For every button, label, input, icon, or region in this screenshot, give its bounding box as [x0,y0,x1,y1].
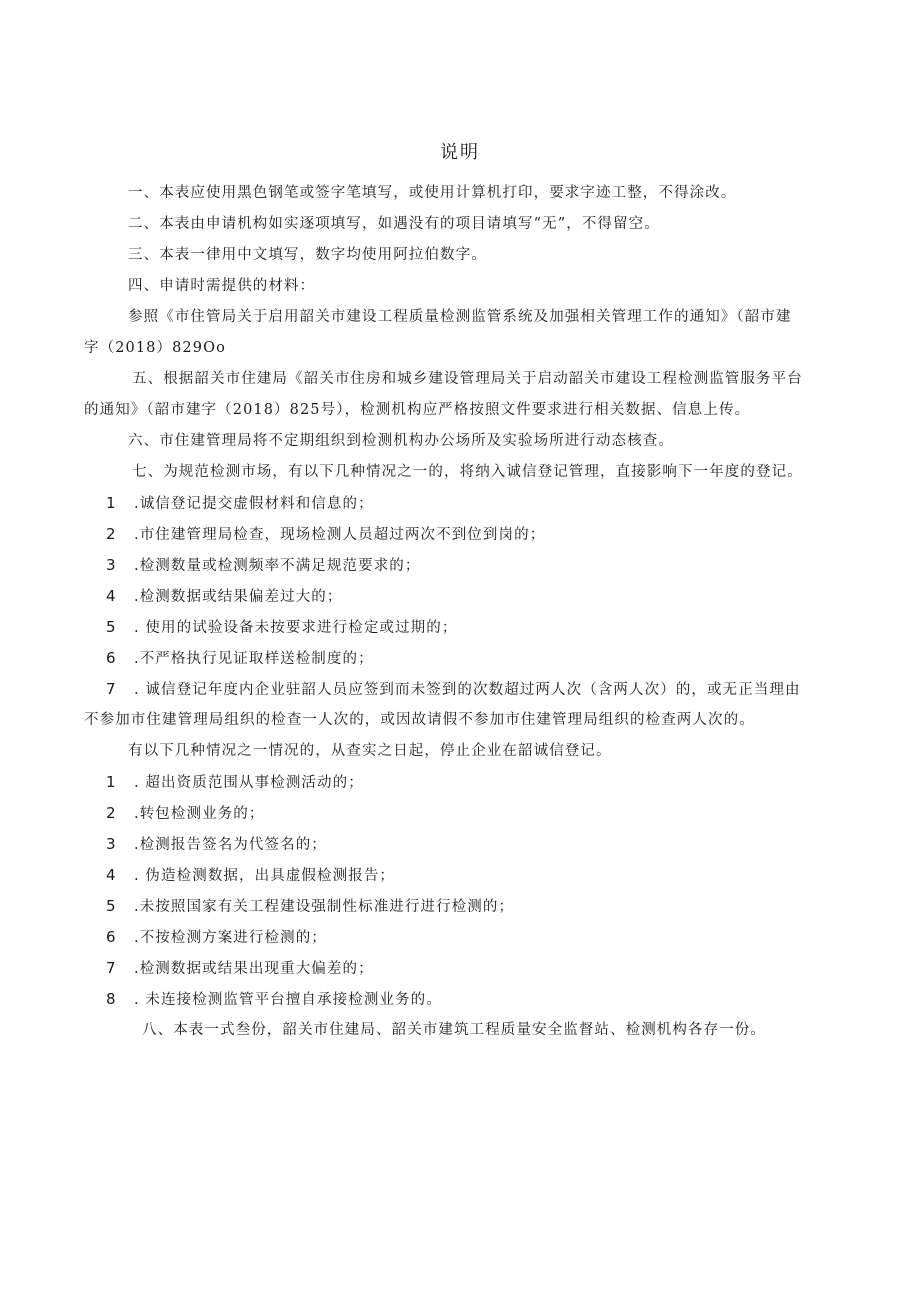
paragraph-5-line-1: 五、根据韶关市住建局《韶关市住房和城乡建设管理局关于启动韶关市建设工程检测监管服务平台 [132,371,803,387]
list-item: 8 . 未连接检测监管平台擅自承接检测业务的。 [106,990,442,1008]
paragraph-2: 二、本表由申请机构如实逐项填写，如遇没有的项目请填写“无”，不得留空。 [128,216,660,232]
list-item: 3 .检测报告签名为代签名的； [106,835,327,853]
list-item: 7 . 诚信登记年度内企业驻韶人员应签到而未签到的次数超过两人次（含两人次）的，或无正当理由 [106,680,801,698]
list-item: 2 .市住建管理局检查，现场检测人员超过两次不到位到岗的； [106,525,546,543]
paragraph-5-line-2: 的通知》（韶市建字（2018）825号），检测机构应严格按照文件要求进行相关数据、信息上传。 [84,402,751,418]
paragraph-1: 一、本表应使用黑色钢笔或签字笔填写，或使用计算机打印，要求字迹工整，不得涂改。 [128,185,737,201]
paragraph-7: 七、为规范检测市场，有以下几种情况之一的，将纳入诚信登记管理，直接影响下一年度的登记。 [132,464,803,480]
paragraph-3: 三、本表一律用中文填写，数字均使用阿拉伯数字。 [128,247,487,263]
list-item: 5 .未按照国家有关工程建设强制性标准进行进行检测的； [106,897,515,915]
list-item: 3 .检测数量或检测频率不满足规范要求的； [106,556,421,574]
list-item: 2 .转包检测业务的； [106,804,265,822]
paragraph-4: 四、申请时需提供的材料： [128,278,316,294]
instructions-body [84,178,864,1046]
list-item: 1 .诚信登记提交虚假材料和信息的； [106,494,374,512]
list-item-continuation: 不参加市住建管理局组织的检查一人次的，或因故请假不参加市住建管理局组织的检查两人次的。 [84,712,755,728]
page-title: 说明 [440,142,480,163]
list-item: 4 .检测数据或结果偏差过大的； [106,587,343,605]
list-item: 5 . 使用的试验设备未按要求进行检定或过期的； [106,618,458,636]
list-item: 7 .检测数据或结果出现重大偏差的； [106,959,374,977]
list-item: 1 . 超出资质范围从事检测活动的； [106,773,364,791]
list-item: 6 .不按检测方案进行检测的； [106,928,327,946]
paragraph-8: 八、本表一式叁份，韶关市住建局、韶关市建筑工程质量安全监督站、检测机构各存一份。 [142,1022,766,1038]
paragraph-4a-line-2: 字（2018）829Oo [84,340,226,356]
paragraph-4a-line-1: 参照《市住管局关于启用韶关市建设工程质量检测监管系统及加强相关管理工作的通知》（韶市建 [128,309,792,325]
paragraph-6: 六、市住建管理局将不定期组织到检测机构办公场所及实验场所进行动态核查。 [128,433,674,449]
paragraph-7b: 有以下几种情况之一情况的，从查实之日起，停止企业在韶诚信登记。 [128,743,612,759]
list-item: 6 .不严格执行见证取样送检制度的； [106,649,374,667]
list-item: 4 . 伪造检测数据，出具虚假检测报告； [106,866,396,884]
